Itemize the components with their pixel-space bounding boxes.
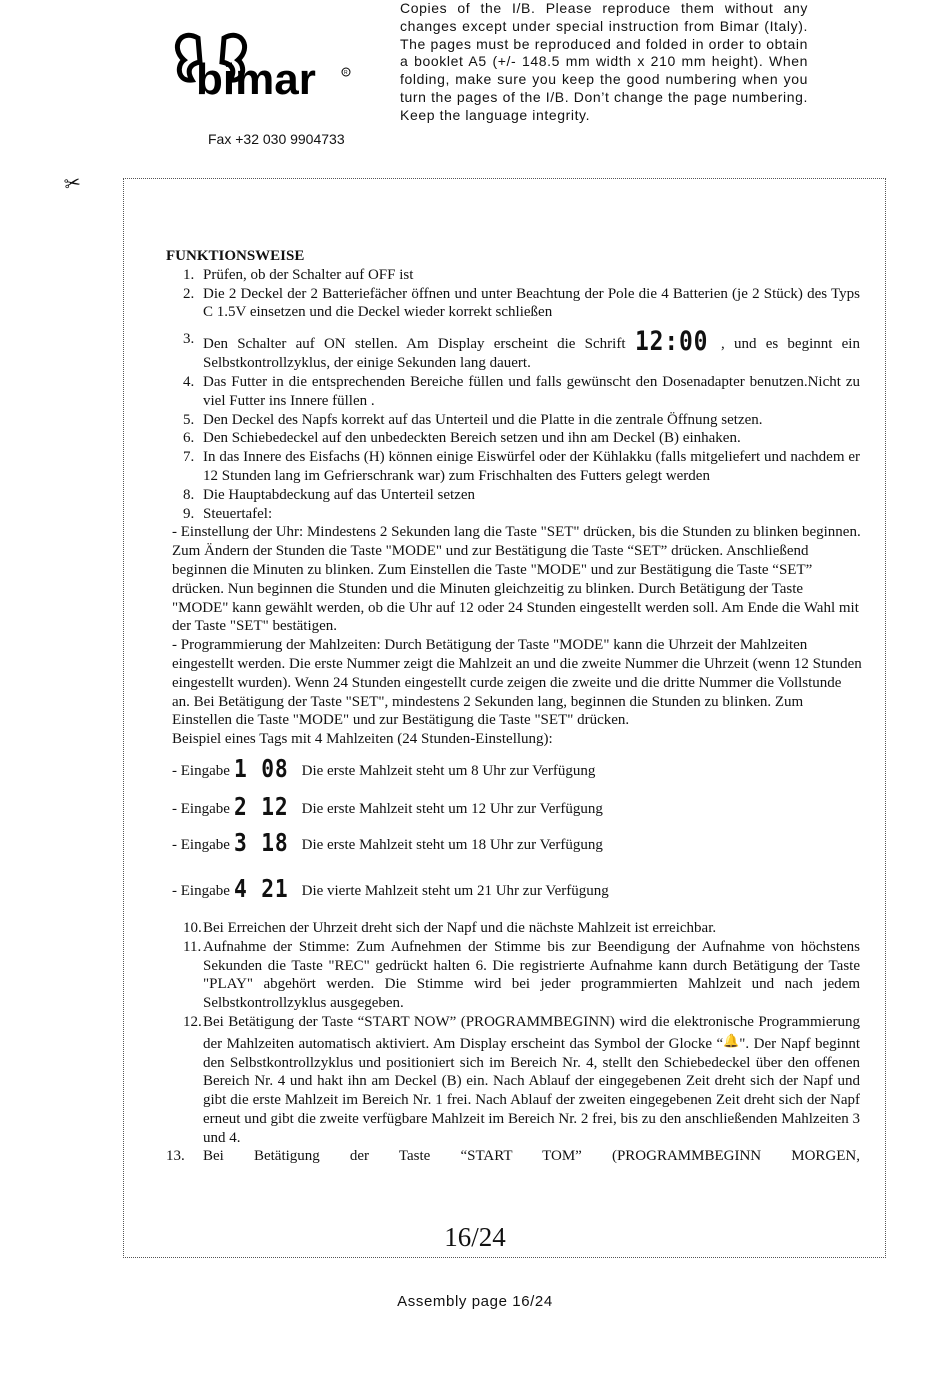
lcd-display-icon: 1 08 [233, 753, 289, 783]
clock-setting-paragraph: - Einstellung der Uhr: Mindestens 2 Sekunden lang die Taste "SET" drücken, bis die Stunden zu blinken beginnen. Zum Ändern der Stunden die Taste "MODE" und zur Bestätigung die Taste “SET” drücken. Anschließend beginnen die Minuten zu blinken. Zum Einstellen die Taste "MODE" und zur Bestätigung die Taste “SET” drücken. Nun beginnen die Stunden und die Minuten gleichzeitig zu blinken. Durch Betätigung der Taste "MODE" kann gewählt werden, ob die Uhr auf 12 oder 24 Stunden eingestellt werden soll. Am Ende die Wahl mit der Taste "SET" bestätigen. [172, 524, 861, 635]
list-item: 6. Den Schiebedeckel auf den unbedeckten Bereich setzen und ihn am Deckel (B) einhaken. [183, 430, 741, 447]
example-entry: - Eingabe 2 12 Die erste Mahlzeit steht um 12 Uhr zur Verfügung [172, 791, 603, 821]
assembly-footer: Assembly page 16/24 [397, 1293, 553, 1310]
list-item: 5. Den Deckel des Napfs korrekt auf das Unterteil und die Platte in die zentrale Öffnung setzen. [183, 411, 763, 428]
meal-programming-paragraph: - Programmierung der Mahlzeiten: Durch Betätigung der Taste "MODE" kann die Uhrzeit der Mahlzeiten eingestellt werden. Die erste Nummer zeigt die Mahlzeit an und die zweite Nummer die Uhrzeit (wenn 12 Stunden eingestellt wurden). Wenn 24 Stunden eingestellt curde zeigen die zweite und die dritte Nummer die Vollstunde an. Bei Betätigung der Taste "SET", mindestens 2 Sekunden lang, beginnen die Stunden zu blinken. Zum Einstellen die Taste "MODE" und zur Bestätigung die Taste "SET" drücken. [172, 637, 862, 729]
list-item: 2. Die 2 Deckel der 2 Batteriefächer öffnen und unter Beachtung der Pole die 4 Batterien (je 2 Stück) des Typs C 1.5V einsetzen und die Deckel wieder korrekt schließen [183, 285, 860, 321]
svg-text:R: R [344, 70, 348, 76]
example-entry: - Eingabe 3 18 Die erste Mahlzeit steht um 18 Uhr zur Verfügung [172, 827, 603, 857]
list-item: 12. Bei Betätigung der Taste “START NOW” (PROGRAMMBEGINN) wird die elektronische Programmierung der Mahlzeiten automatisch aktiviert. Am Display erscheint das Symbol der Glocke “🔔". Der Napf beginnt den Selbstkontrollzyklus und positioniert sich im Bereich Nr. 4, stellt den Schiebedeckel über den offenen Bereich Nr. 4 und hakt ihn am Deckel (B) ein. Nach Ablauf der eingegebenen Zeit dreht sich der Napf und gibt die erste Mahlzeit im Bereich Nr. 1 frei. Nach Ablauf der zweiten eingegebenen Zeit dreht sich der Napf erneut und gibt die zweite verfügbare Mahlzeit im Bereich Nr. 2 frei, bis zu den anschließenden Mahlzeiten 3 und 4. [183, 1013, 860, 1146]
example-entry: - Eingabe 1 08 Die erste Mahlzeit steht um 8 Uhr zur Verfügung [172, 753, 596, 783]
list-item: 10. Bei Erreichen der Uhrzeit dreht sich der Napf und die nächste Mahlzeit ist erreichbar. [183, 919, 717, 936]
list-item: 1. Prüfen, ob der Schalter auf OFF ist [183, 266, 414, 283]
example-intro: Beispiel eines Tags mit 4 Mahlzeiten (24 Stunden-Einstellung): [172, 731, 553, 748]
fax-number: Fax +32 030 9904733 [208, 131, 345, 147]
scissors-icon: ✂ [62, 169, 83, 197]
list-item: 13. Bei Betätigung der Taste “START TOM” (PROGRAMMBEGINN MORGEN, [166, 1148, 860, 1165]
lcd-display-icon: 3 18 [233, 827, 289, 857]
copy-instructions: Copies of the I/B. Please reproduce them without any changes except under special instruction from Bimar (Italy). The pages must be reproduced and folded in order to obtain a booklet A5 (+/- 148.5 mm width x 210 mm height). When folding, make sure you keep the good numbering when you turn the pages of the I/B. Don’t change the page numbering. Keep the language integrity. [400, 0, 808, 123]
list-item: 3. Den Schalter auf ON stellen. Am Display erscheint die Schrift 12:00 , und es beginnt ein Selbstkontrollzyklus, der einige Sekunden lang dauert. [183, 326, 860, 372]
list-item: 9. Steuertafel: [183, 505, 273, 522]
lcd-display-icon: 2 12 [233, 791, 289, 821]
svg-text:bimar: bimar [196, 55, 316, 100]
page-number: 16/24 [444, 1222, 506, 1252]
bell-icon: 🔔 [723, 1032, 740, 1048]
bimar-logo [172, 30, 354, 100]
list-item: 11. Aufnahme der Stimme: Zum Aufnehmen der Stimme bis zur Beendigung der Aufnahme von höchstens Sekunden die Taste "REC" gedrückt halten 6. Die registrierte Aufnahme kann durch Betätigung der Taste "PLAY" abgehört werden. Die Stimme wird bei jeder programmierten Mahlzeit und nach jedem Selbstkontrollzyklus ausgegeben. [183, 938, 860, 1012]
example-entry: - Eingabe 4 21 Die vierte Mahlzeit steht um 21 Uhr zur Verfügung [172, 873, 609, 903]
lcd-display-icon: 4 21 [233, 873, 289, 903]
section-heading: FUNKTIONSWEISE [166, 248, 305, 264]
list-item: 7. In das Innere des Eisfachs (H) können einige Eiswürfel oder der Kühlakku (falls mitgeliefert und nachdem er 12 Stunden lang im Gefrierschrank war) zum Frischhalten des Futters gelegt werden [183, 449, 860, 484]
list-item: 4. Das Futter in die entsprechenden Bereiche füllen und falls gewünscht den Dosenadapter benutzen.Nicht zu viel Futter ins Innere füllen . [183, 373, 860, 409]
instructions-content [166, 247, 860, 1166]
list-item: 8. Die Hauptabdeckung auf das Unterteil setzen [183, 486, 475, 503]
lcd-display-icon: 12:00 [634, 326, 709, 358]
